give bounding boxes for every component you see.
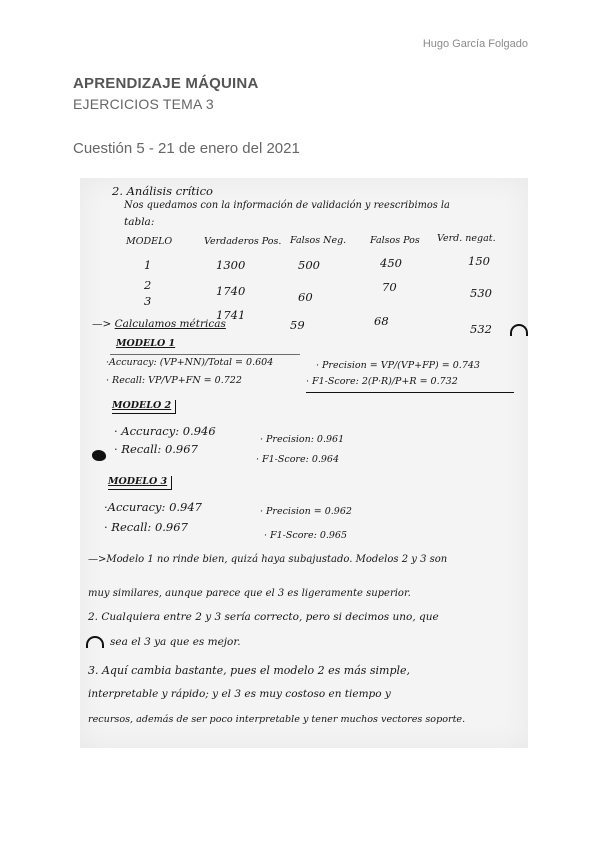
course-title: APRENDIZAJE MÁQUINA [73,75,259,92]
row1-model: 1 [144,258,152,272]
m2-precision: · Precision: 0.961 [260,434,345,445]
handwritten-scan [80,178,528,748]
m1-f1: · F1-Score: 2(P·R)/P+R = 0.732 [306,376,458,387]
m3-recall: · Recall: 0.967 [104,520,188,534]
conclusion-3-line1: 3. Aquí cambia bastante, pues el modelo 2 es más simple, [88,664,411,677]
col-header-fn: Falsos Neg. [290,235,347,246]
m2-accuracy: · Accuracy: 0.946 [114,424,216,438]
ink-blot [92,450,106,461]
row2-tp: 1740 [216,284,246,298]
m1-divider [110,354,300,355]
m2-f1: · F1-Score: 0.964 [256,454,340,465]
row2-tn: 530 [470,286,492,300]
calc-arrow-label: —> Calculamos métricas [92,318,226,330]
calc-label: Calculamos métricas [114,318,226,330]
notes-heading: 2. Análisis crítico [112,184,213,198]
row1-tn: 150 [468,254,490,268]
col-header-tp: Verdaderos Pos. [204,236,282,247]
m2-title: MODELO 2 [112,400,176,414]
notes-intro-line1: Nos quedamos con la información de validación y reescribimos la [124,200,450,211]
col-header-tn: Verd. negat. [437,233,496,244]
row3-model: 3 [144,294,152,308]
m1-box-line [306,392,514,393]
row3-mark-arc [510,324,528,336]
m1-precision: · Precision = VP/(VP+FP) = 0.743 [316,360,480,371]
conclusion-1-line2: muy similares, aunque parece que el 3 es ligeramente superior. [88,588,411,599]
m3-accuracy: ·Accuracy: 0.947 [104,500,202,514]
m3-f1: · F1-Score: 0.965 [264,530,348,541]
m1-title: MODELO 1 [116,338,176,349]
row1-fn: 500 [298,258,320,272]
row3-tp: 1741 [216,308,246,322]
conclusion-1-line1: —>Modelo 1 no rinde bien, quizá haya subajustado. Modelos 2 y 3 son [88,554,448,565]
m1-recall: · Recall: VP/VP+FN = 0.722 [106,375,242,386]
m2-recall: · Recall: 0.967 [114,442,198,456]
m3-title: MODELO 3 [108,476,172,490]
col-header-fp: Falsos Pos [370,235,420,246]
row2-fp: 70 [382,280,397,294]
author-name: Hugo García Folgado [422,38,528,50]
m3-precision: · Precision = 0.962 [260,506,352,517]
m1-accuracy: ·Accuracy: (VP+NN)/Total = 0.604 [106,357,274,368]
row1-fp: 450 [380,256,402,270]
row3-tn: 532 [470,322,492,336]
conclusion-2-arc [86,636,104,648]
col-header-model: MODELO [126,236,173,247]
row3-fn: 59 [290,318,305,332]
row1-tp: 1300 [216,258,246,272]
row2-fn: 60 [298,290,313,304]
conclusion-3-line3: recursos, además de ser poco interpretable y tener muchos vectores soporte. [88,714,466,725]
conclusion-2-line1: 2. Cualquiera entre 2 y 3 sería correcto, pero si decimos uno, que [88,611,439,623]
conclusion-3-line2: interpretable y rápido; y el 3 es muy costoso en tiempo y [88,688,391,700]
notes-intro-line2: tabla: [124,216,155,228]
question-subtitle: Cuestión 5 - 21 de enero del 2021 [73,140,300,157]
conclusion-2-line2: sea el 3 ya que es mejor. [110,636,241,648]
row2-model: 2 [144,278,152,292]
topic-title: EJERCICIOS TEMA 3 [73,96,214,112]
row3-fp: 68 [374,314,389,328]
